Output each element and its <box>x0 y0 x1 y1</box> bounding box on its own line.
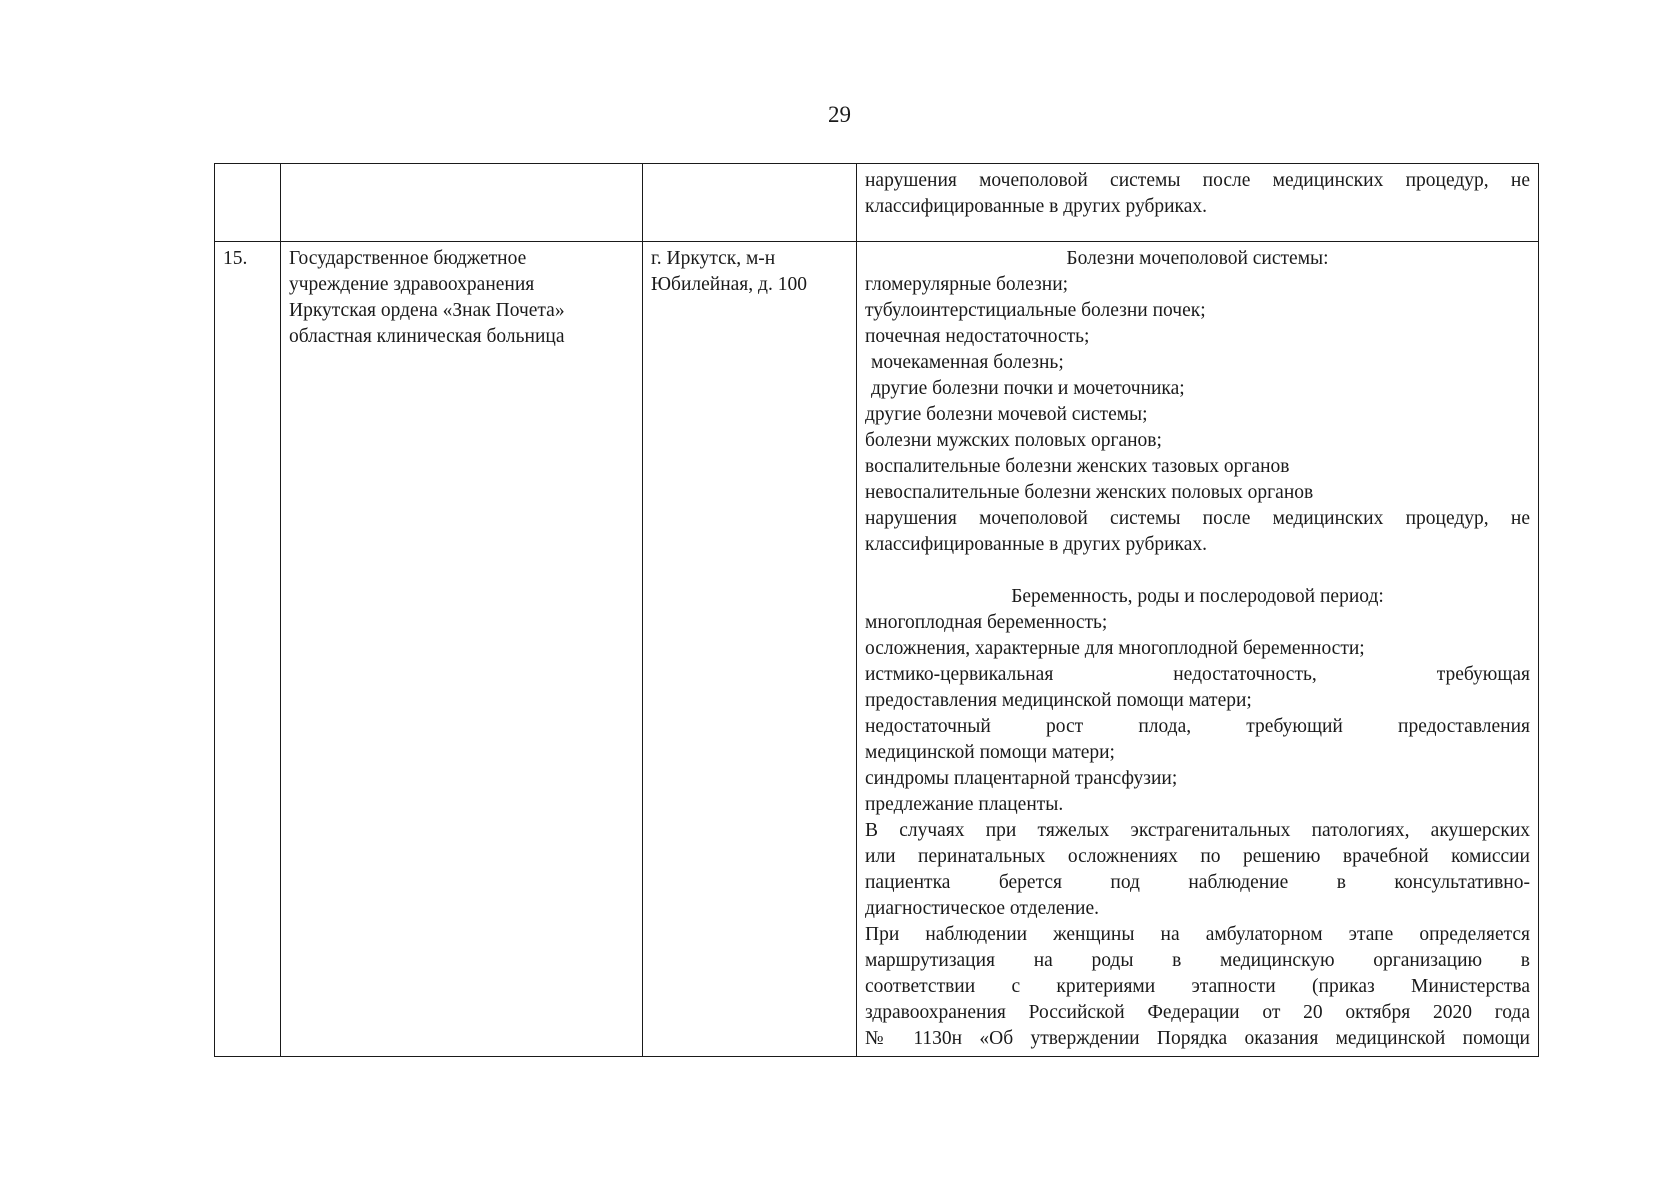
pregnancy-item: пациентка берется под наблюдение в консультативно- <box>865 872 1530 893</box>
disease-item: гломерулярные болезни; <box>865 274 1069 295</box>
address-cell <box>643 164 857 242</box>
disease-item: болезни мужских половых органов; <box>865 430 1162 451</box>
organization-line: Иркутская ордена «Знак Почета» <box>289 300 565 321</box>
pregnancy-item: или перинатальных осложнениях по решению врачебной комиссии <box>865 846 1530 867</box>
disease-item: классифицированные в других рубриках. <box>865 534 1208 555</box>
pregnancy-item: здравоохранения Российской Федерации от 20 октября 2020 года <box>865 1002 1530 1023</box>
disease-item: нарушения мочеполовой системы после медицинских процедур, не <box>865 508 1530 529</box>
organization-cell <box>281 164 643 242</box>
pregnancy-items <box>865 610 1530 1052</box>
pregnancy-item: предоставления медицинской помощи матери; <box>865 690 1252 711</box>
disease-item: невоспалительные болезни женских половых органов <box>865 482 1314 503</box>
pregnancy-item: осложнения, характерные для многоплодной беременности; <box>865 638 1365 659</box>
table-row-continuation <box>215 164 1539 242</box>
disease-item: мочекаменная болезнь; <box>871 352 1064 373</box>
number-cell <box>215 164 281 242</box>
disease-item: тубулоинтерстициальные болезни почек; <box>865 300 1206 321</box>
section-gap <box>865 558 1530 584</box>
pregnancy-item: истмико-цервикальная недостаточность, требующая <box>865 664 1530 685</box>
pregnancy-item: При наблюдении женщины на амбулаторном этапе определяется <box>865 924 1530 945</box>
organization-line: областная клиническая больница <box>289 326 565 347</box>
pregnancy-item: соответствии с критериями этапности (приказ Министерства <box>865 976 1530 997</box>
diseases-cell <box>857 164 1539 242</box>
pregnancy-item: В случаях при тяжелых экстрагенитальных патологиях, акушерских <box>865 820 1530 841</box>
address-line: г. Иркутск, м-н <box>651 248 776 269</box>
diseases-line: классифицированные в других рубриках. <box>865 196 1208 217</box>
pregnancy-item: диагностическое отделение. <box>865 898 1100 919</box>
section-heading-pregnancy: Беременность, роды и послеродовой период: <box>1011 586 1384 607</box>
section-heading-urogenital: Болезни мочеполовой системы: <box>1066 248 1329 269</box>
organization-line: Государственное бюджетное <box>289 248 527 269</box>
row-number: 15. <box>215 242 281 1057</box>
disease-item: почечная недостаточность; <box>865 326 1090 347</box>
address-line: Юбилейная, д. 100 <box>651 274 807 295</box>
pregnancy-item: маршрутизация на роды в медицинскую организацию в <box>865 950 1530 971</box>
address <box>643 242 857 1057</box>
diseases-line: нарушения мочеполовой системы после медицинских процедур, не <box>865 170 1530 191</box>
diseases-list <box>857 242 1539 1057</box>
pregnancy-item: многоплодная беременность; <box>865 612 1108 633</box>
pregnancy-item: синдромы плацентарной трансфузии; <box>865 768 1178 789</box>
disease-item: другие болезни почки и мочеточника; <box>871 378 1185 399</box>
pregnancy-item: медицинской помощи матери; <box>865 742 1115 763</box>
organization-name <box>281 242 643 1057</box>
document-table <box>214 163 1539 1057</box>
page-number: 29 <box>828 102 851 127</box>
pregnancy-item: предлежание плаценты. <box>865 794 1064 815</box>
pregnancy-item: недостаточный рост плода, требующий предоставления <box>865 716 1530 737</box>
pregnancy-item: № 1130н «Об утверждении Порядка оказания медицинской помощи <box>865 1028 1530 1049</box>
disease-item: воспалительные болезни женских тазовых органов <box>865 456 1290 477</box>
organization-line: учреждение здравоохранения <box>289 274 535 295</box>
table-row-15 <box>215 242 1539 1057</box>
disease-item: другие болезни мочевой системы; <box>865 404 1148 425</box>
